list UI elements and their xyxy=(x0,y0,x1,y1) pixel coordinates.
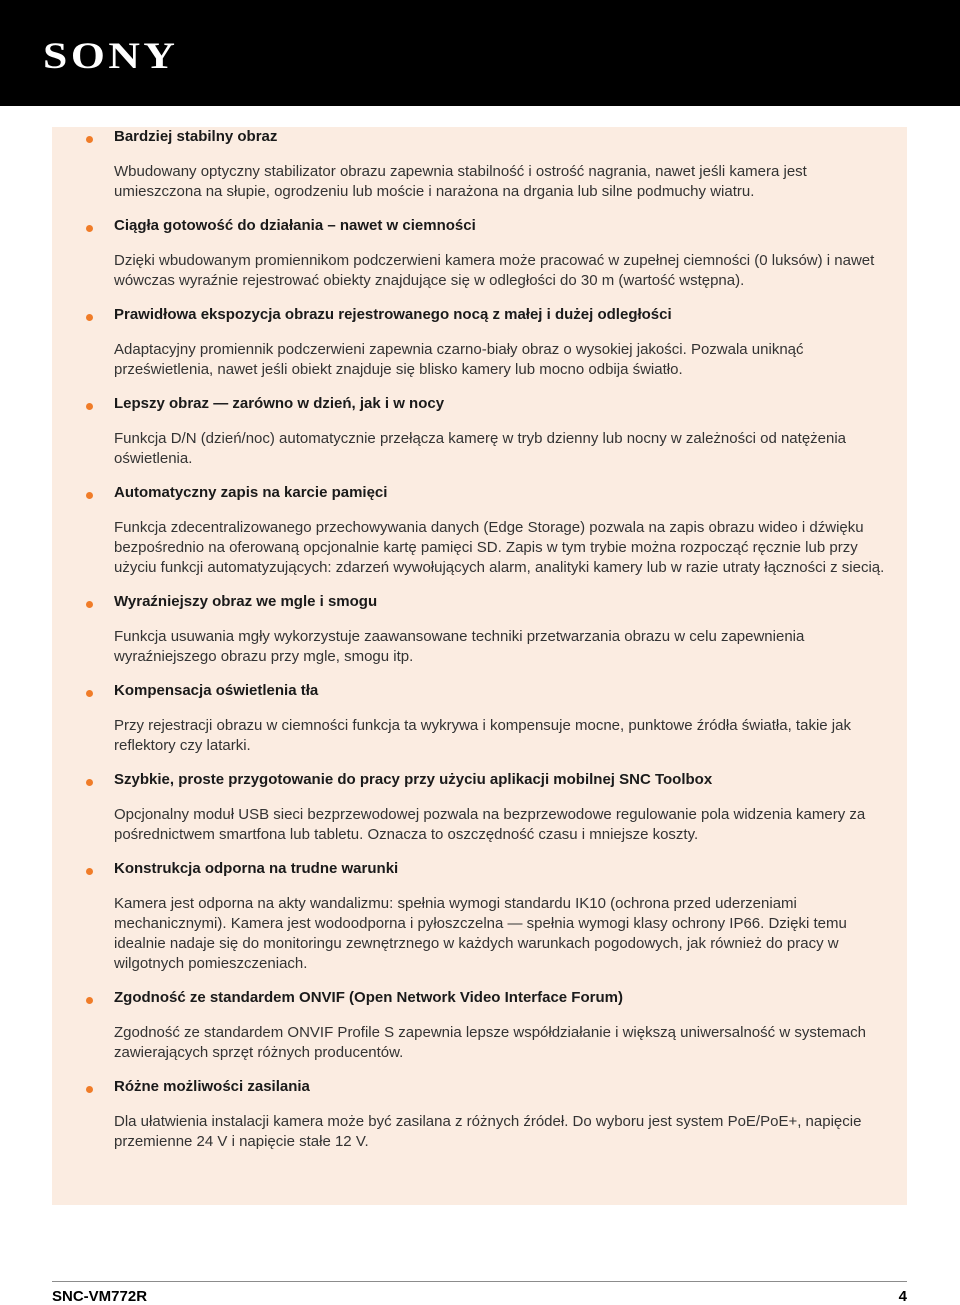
feature-title: Ciągła gotowość do działania – nawet w ciemności xyxy=(114,217,476,234)
feature-title: Wyraźniejszy obraz we mgle i smogu xyxy=(114,593,378,610)
feature-text: Zgodność ze standardem ONVIF Profile S zapewnia lepsze współdziałanie i większą uniwersalność w systemach zawierających sprzęt różnych producentów. xyxy=(114,1024,867,1061)
bullet-icon xyxy=(86,601,93,608)
bullet-icon xyxy=(86,314,93,321)
page-number: 4 xyxy=(898,1288,907,1305)
feature-text: Kamera jest odporna na akty wandalizmu: spełnia wymogi standardu IK10 (ochrona przed uderzeniami mechanicznymi). Kamera jest wodoodporna i pyłoszczelna — spełnia wymogi klasy ochrony IP66. Dzięki temu idealnie nadaje się do monitoringu zewnętrznego w każdych warunkach pogodowych, jak również do pracy w wilgotnych pomieszczeniach. xyxy=(114,895,847,972)
feature-title: Konstrukcja odporna na trudne warunki xyxy=(114,860,399,877)
bullet-icon xyxy=(86,403,93,410)
bullet-icon xyxy=(86,1086,93,1093)
feature-title: Lepszy obraz — zarówno w dzień, jak i w nocy xyxy=(114,395,445,412)
feature-text: Adaptacyjny promiennik podczerwieni zapewnia czarno-biały obraz o wysokiej jakości. Pozwala uniknąć prześwietlenia, nawet jeśli obiekt znajduje się blisko kamery lub mocno odbija światło. xyxy=(114,341,804,378)
feature-item xyxy=(52,859,907,974)
feature-item xyxy=(52,1077,907,1152)
bullet-icon xyxy=(86,868,93,875)
feature-text: Wbudowany optyczny stabilizator obrazu zapewnia stabilność i ostrość nagrania, nawet jeśli kamera jest umieszczona na słupie, ogrodzeniu lub moście i narażona na drgania lub silne podmuchy wiatru. xyxy=(114,163,807,200)
feature-item xyxy=(52,681,907,756)
feature-item xyxy=(52,483,907,578)
bullet-icon xyxy=(86,492,93,499)
bullet-icon xyxy=(86,136,93,143)
model-number: SNC-VM772R xyxy=(52,1288,148,1305)
feature-text: Przy rejestracji obrazu w ciemności funkcja ta wykrywa i kompensuje mocne, punktowe źródła światła, takie jak reflektory czy latarki. xyxy=(114,717,851,754)
bullet-icon xyxy=(86,690,93,697)
bullet-icon xyxy=(86,779,93,786)
feature-item xyxy=(52,770,907,845)
feature-title: Szybkie, proste przygotowanie do pracy przy użyciu aplikacji mobilnej SNC Toolbox xyxy=(114,771,713,788)
feature-title: Automatyczny zapis na karcie pamięci xyxy=(114,484,388,501)
feature-text: Dla ułatwienia instalacji kamera może być zasilana z różnych źródeł. Do wyboru jest system PoE/PoE+, napięcie przemienne 24 V i napięcie stałe 12 V. xyxy=(114,1113,862,1150)
feature-title: Bardziej stabilny obraz xyxy=(114,128,278,145)
features-panel xyxy=(52,127,907,1205)
feature-title: Różne możliwości zasilania xyxy=(114,1078,310,1095)
feature-title: Prawidłowa ekspozycja obrazu rejestrowanego nocą z małej i dużej odległości xyxy=(114,306,672,323)
bullet-icon xyxy=(86,997,93,1004)
feature-title: Kompensacja oświetlenia tła xyxy=(114,682,319,699)
feature-title: Zgodność ze standardem ONVIF (Open Network Video Interface Forum) xyxy=(114,989,623,1006)
footer-divider xyxy=(52,1281,907,1282)
feature-text: Funkcja zdecentralizowanego przechowywania danych (Edge Storage) pozwala na zapis obrazu wideo i dźwięku bezpośrednio na oferowaną opcjonalnie kartę pamięci SD. Zapis w tym trybie można rozpocząć ręcznie lub przy użyciu funkcji automatyzujących: zdarzeń wywołujących alarm, analityki kamery lub w razie utraty łączności z siecią. xyxy=(114,519,885,576)
page-header xyxy=(0,0,960,106)
feature-item xyxy=(52,216,907,291)
bullet-icon xyxy=(86,225,93,232)
feature-text: Funkcja D/N (dzień/noc) automatycznie przełącza kamerę w tryb dzienny lub nocny w zależności od natężenia oświetlenia. xyxy=(114,430,847,467)
feature-item xyxy=(52,127,907,202)
feature-item xyxy=(52,592,907,667)
feature-item xyxy=(52,394,907,469)
feature-text: Funkcja usuwania mgły wykorzystuje zaawansowane techniki przetwarzania obrazu w celu zapewnienia wyraźniejszego obrazu przy mgle, smogu itp. xyxy=(114,628,805,665)
feature-item xyxy=(52,305,907,380)
feature-list xyxy=(52,127,907,1166)
feature-text: Dzięki wbudowanym promiennikom podczerwieni kamera może pracować w zupełnej ciemności (0 luksów) i nawet wówczas wyraźnie rejestrować obiekty znajdujące się w odległości do 30 m (wartość wstępna). xyxy=(114,252,875,289)
sony-logo: SONY xyxy=(43,36,179,77)
feature-item xyxy=(52,988,907,1063)
feature-text: Opcjonalny moduł USB sieci bezprzewodowej pozwala na bezprzewodowe regulowanie pola widzenia kamery za pośrednictwem smartfona lub tabletu. Oznacza to oszczędność czasu i mniejsze koszty. xyxy=(114,806,866,843)
